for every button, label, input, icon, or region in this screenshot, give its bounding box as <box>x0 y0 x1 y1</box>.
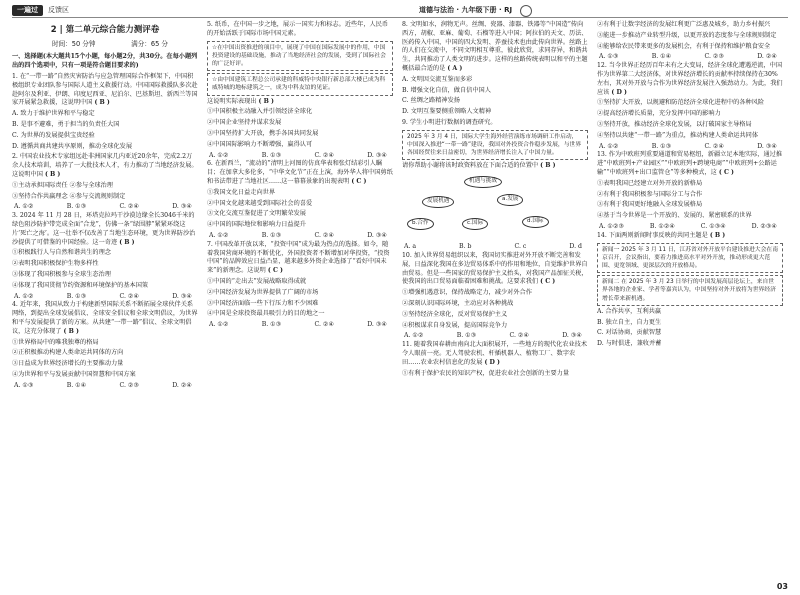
page-title: 2 | 第二单元综合能力测评卷 <box>50 25 160 35</box>
text: ②有利于让数字经济的发展红利更广泛惠及城乡，助力乡村振兴 <box>597 21 771 28</box>
question-text <box>402 87 588 96</box>
text: ④能够给农民带来更多的发展机会，有利于保持和维护粮食安全 <box>597 42 771 50</box>
option: C. ②④ <box>509 332 529 340</box>
question-text <box>597 232 783 241</box>
option: A. ①② <box>14 292 34 300</box>
question-text <box>207 200 393 209</box>
option: B. ①③ <box>456 332 477 340</box>
answer-bracket: ( C ) <box>540 278 556 286</box>
option: A. ①②③ <box>599 222 625 230</box>
diagram-node: d.国际 <box>522 216 549 228</box>
text: 8. 文明如水，润物无声。丝绸、瓷器、漆器、铁器等“中国造”传向西方，胡椒、亚麻、葡萄、石榴等进入中国；阿拉伯的天文、历法、医药传入中国，中国的四大发明、养蚕技术也由此传向世界。丝路上的人们在交流中，不同文明相互尊重，彼此欣赏，求同存异，和谐共生，共同推动了人类文明的进步。这样的丝路传统表明以和平的主题概括最合适的是 <box>402 21 588 72</box>
answer-bracket: ( C ) <box>718 168 734 176</box>
option: A. ①③ <box>14 381 34 389</box>
full-score: 满分：65 分 <box>131 40 168 49</box>
option: B. ①④ <box>651 53 672 61</box>
text: ③坚持合作共赢理念 ④参与交流规则制定 <box>12 192 126 200</box>
text: ②有利于我国积极参与国际分工与合作 <box>597 190 703 198</box>
option: B. ①②④ <box>649 222 675 230</box>
question-text <box>207 141 393 150</box>
question-text <box>597 340 783 349</box>
option: C. ②③ <box>119 381 139 389</box>
option: C. ②④ <box>314 232 334 240</box>
text: 5. 纸币，在中国一步之地，展示一国实力和标志。近些年，人民币的开始活跃于国际市场中国元素。 <box>207 21 389 37</box>
text: ①世界格局中的唯我独尊的格局 <box>12 338 99 346</box>
text: ①积极践行人与自然和谐共生的理念 <box>12 249 111 257</box>
option: D. ③④ <box>172 292 192 300</box>
text: 6. 在新西兰，“流动的”清明上河图的仿真华表和张灯结彩引人瞩目；在加拿大多伦多，“中华文化节”正在上演，海外华人将中国剪纸和书法带进了当地社区……这一幕幕景象的出现表明 <box>207 160 393 186</box>
text: C. 丝绸之路精神发扬 <box>402 97 460 105</box>
text: 这说明实际表现出 <box>207 97 257 105</box>
question-text <box>597 110 783 119</box>
question-text <box>12 132 198 141</box>
text: ③中国经济面临一些下行压力和不少困难 <box>207 299 319 307</box>
text: ②正积极推动构建人类命运共同体的方向 <box>12 349 124 357</box>
material-box: 新闻一 2025 年 3 月 11 日，江苏省对外开放平台建设推进大会在南京召开，会议指出，要着力推进高水平对外开放，推动形成更大范围、更宽领域、更深层次的开放格局。 <box>597 243 783 274</box>
text: ②深刻认识国际环境，主动应对各种挑战 <box>402 300 514 307</box>
column-4 <box>597 21 783 391</box>
page-number: 03 <box>776 581 788 591</box>
option: C. ②④ <box>314 151 334 159</box>
text: ③中国坚持扩大开放，携手各国共同发展 <box>207 130 319 138</box>
columns <box>12 21 788 391</box>
question-text <box>207 289 393 298</box>
text: ④积极谋求自身发展，提高国际竞争力 <box>402 321 508 329</box>
question-text <box>207 160 393 186</box>
text: ④中国国际影响力不断增强，赢得认可 <box>207 140 313 148</box>
text: ④坚持以共建“一带一路”为重点，推动构建人类命运共同体 <box>597 131 759 139</box>
question-text <box>402 300 588 309</box>
diagram-node: a.发展 <box>497 194 523 206</box>
question-text <box>597 132 783 141</box>
option: A. ①② <box>599 142 619 150</box>
question-text <box>597 212 783 221</box>
option: A. ①③ <box>599 53 619 61</box>
question-text <box>12 182 198 191</box>
option: A. ①② <box>209 232 229 240</box>
option: B. ①③ <box>261 232 282 240</box>
text: ②表明我国积极保护生物多样性 <box>12 260 99 268</box>
option: B. b <box>459 243 472 251</box>
text: B. 增强文化自信，做自信中国人 <box>402 86 491 94</box>
question-text <box>597 191 783 200</box>
question-text <box>12 249 198 258</box>
option: C. ②④ <box>119 203 139 211</box>
text: A. 合作共享，互利共赢 <box>597 307 662 315</box>
text: B. 独立自主，自力更生 <box>597 318 662 326</box>
question-text <box>207 108 393 117</box>
mascot-icon <box>520 5 532 17</box>
text: ①中国的“走出去”发展战略取得成就 <box>207 278 307 286</box>
section-heading: 一、选择题(本大题共15个小题，每小题2分，共30分。在每小题列出的四个选项中，只有一项是符合题目要求的) <box>12 53 198 70</box>
question-text <box>12 349 198 358</box>
text: ③文化交流互鉴促进了文明繁荣发展 <box>207 210 306 218</box>
diagram-node: 机遇与挑战 <box>464 176 502 188</box>
text: ②中国文化越来越受到国际社会的喜爱 <box>207 199 313 207</box>
question-text <box>597 43 783 52</box>
question-text <box>12 260 198 269</box>
option: D. ③④ <box>562 332 582 340</box>
option-row <box>402 332 588 341</box>
text: 9. 学生小明进行数据的调查研究。 <box>402 118 497 126</box>
text: ②中国经济发展为世界提供了广阔的市场 <box>207 288 319 296</box>
question-text <box>207 119 393 128</box>
question-text <box>597 308 783 317</box>
option-row <box>597 53 783 62</box>
column-1 <box>12 21 198 391</box>
question-text <box>597 21 783 30</box>
question-text <box>207 189 393 198</box>
option: D. d <box>569 243 582 251</box>
text: ③能进一步推动产业转型升级，以更开放的态度参与全球规则制定 <box>597 31 777 39</box>
text: ④基于当今世界是一个开放的、发展的、紧密联系的世界 <box>597 212 752 220</box>
answer-bracket: ( A ) <box>447 64 463 72</box>
option: B. ①③ <box>66 203 87 211</box>
material-box: ☆由中国建筑工程总公司承建的科威特中央银行新总部大楼已成为科威特城的地标建筑之一，成为中科友谊的见证。 <box>207 73 393 95</box>
question-text <box>12 301 198 336</box>
option: D. ②③④ <box>751 222 777 230</box>
question-text <box>207 21 393 39</box>
column-3 <box>402 21 588 391</box>
question-text <box>402 322 588 331</box>
answer-bracket: ( D ) <box>611 88 627 96</box>
option-row <box>12 382 198 391</box>
brand-logo: 一遍过 <box>12 5 43 17</box>
option: B. ①③ <box>66 292 87 300</box>
option: B. ①③ <box>261 321 282 329</box>
question-text <box>12 110 198 119</box>
option: A. ①② <box>404 332 424 340</box>
question-text <box>12 153 198 179</box>
text: 2. 中国农业技术专家组远赴非洲国家几内亚近20余年，完成2.2万余人技术培训，培养了一大批技术人才，有力推动了当地经济发展。这说明中国 <box>12 153 198 178</box>
option: B. ①④ <box>66 381 87 389</box>
time-info <box>52 40 168 49</box>
answer-bracket: ( B ) <box>94 99 110 107</box>
option: D. ②④ <box>757 53 777 61</box>
question-text <box>12 360 198 369</box>
text: ③日益成为世界经济增长的主要推动力量 <box>12 360 124 368</box>
text: ③体现了我国积极参与全球生态治理 <box>12 270 111 278</box>
text: D. 文明互鉴要侧重领略人文精神 <box>402 108 492 116</box>
option: D. ③④ <box>367 232 387 240</box>
option: C. ②③ <box>704 53 724 61</box>
text: ④体现了我国贯彻节约资源和环境保护的基本国策 <box>12 281 149 289</box>
question-text <box>12 282 198 291</box>
question-text <box>207 310 393 319</box>
option: A. ①② <box>209 151 229 159</box>
text: 12. 当今世界正经历百年未有之大变局，经济全球化遭遇逆流，中国作为世界第二大经济体，对世界经济增长的贡献率持续保持在30%左右，其对外开放与合作为世界经济发展注入强劲动力。为此，我们应该 <box>597 62 783 96</box>
option-row <box>12 203 198 212</box>
text: ①有利于保护农民的知识产权，促进农业社会创新的主要力量 <box>402 369 570 377</box>
diagram-node: b.合作 <box>407 218 434 230</box>
question-text <box>12 212 198 247</box>
text: 10. 加入世界贸易组织以来，我国切实推进对外开放不断完善和发展，日益深化我国在多边贸易体系中的作用和地位，自觉维护世界自由贸易。但是一些国家的贸易保护主义抬头，对我国产品加征关税，使我国的出口贸易面临着困难和挑战。这要求我们 <box>402 252 588 286</box>
option: D. ③④ <box>367 321 387 329</box>
option: A. a <box>404 243 417 251</box>
text: 3. 2024 年 11 月 28 日，环塔克拉玛干沙漠边缘全长3046千米的绿色阻沙防护带完成全面“合龙”，仿佛一条“绿围脖”紧紧环绕这片‘死亡之海’。这一壮举不仅改善了当地生态环境，更为世界防沙治沙提供了可借鉴的中国经验。这一奇迹 <box>12 212 196 246</box>
question-text <box>402 97 588 106</box>
answer-bracket: ( B ) <box>709 231 726 239</box>
question-text <box>597 329 783 338</box>
answer-bracket: ( C ) <box>351 178 367 186</box>
question-text <box>12 339 198 348</box>
question-text <box>207 210 393 219</box>
text: B. 是事不避难，勇于担当的负责任大国 <box>12 121 120 128</box>
option: A. ①② <box>14 203 34 211</box>
answer-bracket: ( D ) <box>484 358 500 366</box>
question-text <box>12 371 198 380</box>
material-box: 新闻二 在 2025 年 3 月 23 日举行的中国发展高层论坛上，来自世界各地的企业家、学者等嘉宾认为，中国坚持对外开放将为世界经济增长带来新机遇。 <box>597 275 783 306</box>
text: 7. 中国改革开放以来，“投资中国”成为最为热点的选择。如今，随着我国营商环境的不断优化，外国投资者不断增加对华投资，“投资中国”的品牌效应日益凸显，越来越多外资企业选择了“看好中国未来”的新理念。这说明 <box>207 240 390 275</box>
text: D. 遵循共商共建共享原则，推动全球化发展 <box>12 142 133 150</box>
answer-bracket: ( B ) <box>540 162 556 170</box>
text: ④中国的国际地位和影响力日益提升 <box>207 221 306 229</box>
question-text <box>402 370 588 379</box>
text: ④中国是全球投资最具吸引力的目的地之一 <box>207 310 325 318</box>
question-text <box>402 341 588 367</box>
option: C. ②④ <box>119 292 139 300</box>
text: 1. 在“一带一路”自然灾害防治与应急管理国际合作框架下，中国积极组织专业团队参与国际人道主义救援行动。中国国际救援队多次赴赴阿尔及利亚、伊朗、印度尼西亚、尼泊尔、巴基斯坦、新西兰等国家开展紧急救援，这说明中国 <box>12 73 198 107</box>
answer-bracket: ( B ) <box>119 238 135 246</box>
time-limit: 时间：50 分钟 <box>52 40 96 49</box>
text: ①中国积极主动融入并引领经济全球化 <box>207 108 313 116</box>
option: C. ②④ <box>704 142 724 150</box>
question-text <box>207 130 393 139</box>
material-box: ☆在中国出资推进的项目中，展现了中国在国际发展中的作用，中国投资建设的基础设施，推动了当地经济社会的发展，受到了国际社会的广泛好评。 <box>207 41 393 72</box>
text: ①增强机遇意识，保持战略定力，减少对外合作 <box>402 289 532 297</box>
option-row <box>597 223 783 232</box>
question-text <box>597 32 783 41</box>
question-text <box>12 73 198 108</box>
text: ①主动承担国际责任 ②参与全球治理 <box>12 181 113 189</box>
text: 13. 作为中欧班列重要通道和贸易枢纽，新疆立足本地实际，通过推进“中欧班列+产业园区”“中欧班列+跨境电商”“中欧班列+公路运输”“中欧班列+出口监管仓”等多种模式，这 <box>597 151 783 176</box>
question-text <box>402 119 588 128</box>
question-text <box>402 108 588 117</box>
page-header <box>12 4 788 18</box>
section-tag: 反馈区 <box>48 5 69 14</box>
text: A. 致力于维护世界和平与稳定 <box>12 110 95 118</box>
option: C. ①③④ <box>700 222 726 230</box>
text: 11. 随着我国春耕由南向北大面积展开，一些地方的现代化农业技术令人眼前一亮。无人驾驶农机、杆插机器人、植物工厂、数字农田……农业农村信息化的发展 <box>402 341 588 366</box>
text: ③坚持经济全球化，反对贸易保护主义 <box>402 310 508 318</box>
answer-bracket: ( C ) <box>267 267 283 275</box>
question-text <box>597 319 783 328</box>
answer-bracket: ( B ) <box>258 97 274 105</box>
text: ④为世界和平与发展贡献中国智慧和中国方案 <box>12 370 136 378</box>
text: ②中国企业坚持并谋求发展 <box>207 119 282 127</box>
question-text <box>402 162 588 171</box>
question-text <box>207 221 393 230</box>
option: D. ②④ <box>172 381 192 389</box>
question-text <box>402 76 588 85</box>
question-text <box>12 271 198 280</box>
question-text <box>597 180 783 189</box>
option: D. ③④ <box>172 203 192 211</box>
text: ②提高经济增长质量，充分发挥中国的影响力 <box>597 110 721 118</box>
option-row <box>402 243 588 252</box>
text: ③坚持开放，推动经济全球化发展，以打破国家主导格局 <box>597 120 752 128</box>
text: ①表明我国已经建立对外开放的新格局 <box>597 179 703 187</box>
question-text <box>12 143 198 152</box>
option: C. ②④ <box>314 321 334 329</box>
option: D. ③④ <box>367 151 387 159</box>
text: 14. 下面两则新闻时事反映的共同主题是 <box>597 231 708 239</box>
answer-bracket: ( B ) <box>63 327 79 335</box>
question-text <box>207 98 393 107</box>
text: D. 与时俱进，兼收并蓄 <box>597 340 662 348</box>
diagram-node: 发展机遇 <box>422 196 454 208</box>
question-text <box>597 151 783 177</box>
text: ①坚持扩大开放，以规避和防范经济全球化进程中的各种风险 <box>597 99 765 107</box>
question-text <box>597 62 783 97</box>
course-title: 道德与法治 · 九年级下册 · RJ <box>419 5 513 14</box>
question-text <box>597 201 783 210</box>
diagram-node: c.国际 <box>462 218 488 230</box>
option: C. c <box>514 243 527 251</box>
material-box: 2025 年 3 月 4 日，国际大学生海外经营演练市场调研工作启动，中国深入推进“一带一路”建设，我国对外投资合作稳步发展，与世界各国经贸往来日益密切，为世界经济增长注入了中国力量。 <box>402 130 588 161</box>
option: A. ①② <box>209 321 229 329</box>
answer-bracket: ( B ) <box>44 170 61 178</box>
option: B. ①③ <box>261 151 282 159</box>
option-row <box>207 232 393 241</box>
question-text <box>12 121 198 130</box>
text: 请你帮助小谢将该时政资料放在下面合适的位置中 <box>402 162 539 170</box>
text: 4. 近年来，我国从致力于构建新型国际关系不断拓展全球伙伴关系网络，到提出全球发展倡议、全球安全倡议和全球文明倡议，为世界和平与发展提供了新的方案。从共建“一带一路”倡议、全球文明倡议，这充分体现了 <box>12 301 198 335</box>
question-text <box>207 278 393 287</box>
option-row <box>207 321 393 330</box>
question-text <box>12 193 198 202</box>
question-text <box>597 121 783 130</box>
concept-diagram <box>402 174 588 240</box>
text: ①我国文化日益走向世界 <box>207 188 276 196</box>
question-text <box>207 241 393 276</box>
question-text <box>402 311 588 320</box>
question-text <box>597 99 783 108</box>
text: A. 文明因交流互鉴而多彩 <box>402 75 473 83</box>
option: D. ③④ <box>757 142 777 150</box>
question-text <box>402 252 588 287</box>
option: B. ①③ <box>651 142 672 150</box>
text: C. 对话协商，贡献智慧 <box>597 329 662 337</box>
question-text <box>207 300 393 309</box>
question-text <box>402 21 588 74</box>
text: C. 为世界的发展提供宝贵经验 <box>12 131 95 139</box>
column-2 <box>207 21 393 391</box>
question-text <box>402 289 588 298</box>
text: ③有利于我国更好地融入全球发展格局 <box>597 201 703 209</box>
